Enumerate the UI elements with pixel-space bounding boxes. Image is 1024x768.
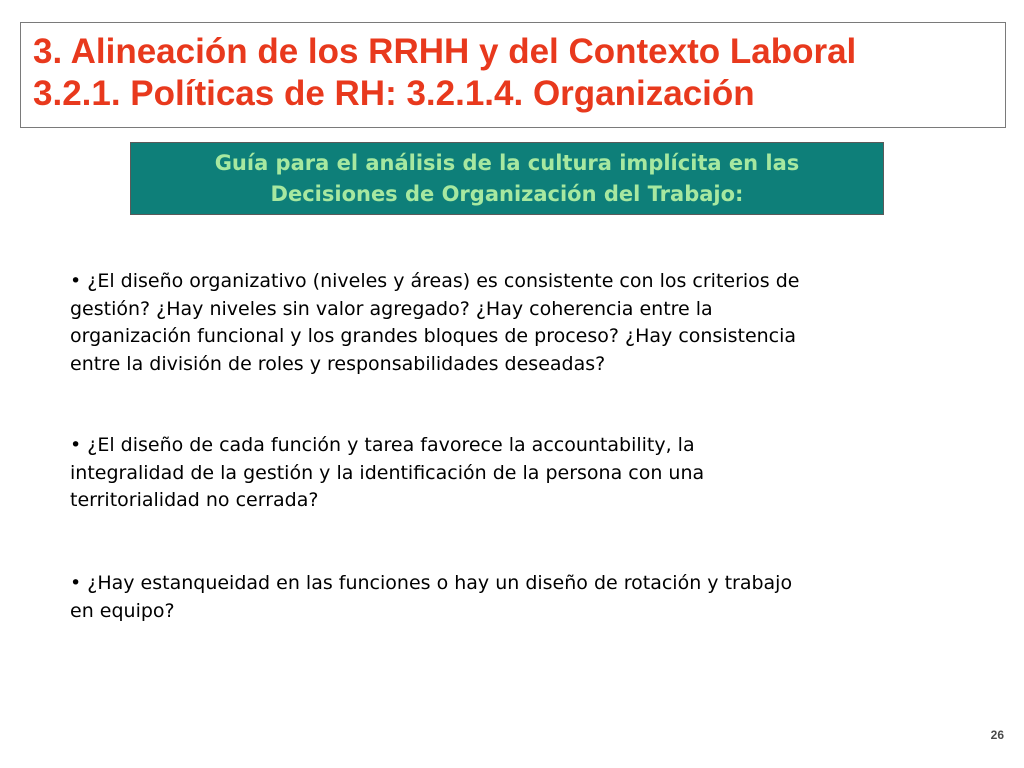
subtitle-line-1: Guía para el análisis de la cultura implícita en las: [214, 150, 800, 175]
subtitle-banner: [130, 142, 884, 215]
bullet-line: organización funcional y los grandes bloques de proceso? ¿Hay consistencia: [70, 325, 797, 347]
bullet-line: en equipo?: [70, 599, 175, 622]
bullet-line: gestión? ¿Hay niveles sin valor agregado? ¿Hay coherencia entre la: [70, 297, 713, 320]
slide-title-line-1: 3. Alineación de los RRHH y del Contexto Laboral: [33, 32, 857, 71]
bullet-line: entre la división de roles y responsabilidades deseadas?: [70, 352, 606, 375]
slide-title-box: [20, 22, 1006, 128]
bullet-line: • ¿Hay estanqueidad en las funciones o hay un diseño de rotación y trabajo: [70, 572, 793, 594]
bullet-item-2: [70, 432, 704, 515]
bullet-line: • ¿El diseño organizativo (niveles y áreas) es consistente con los criterios de: [70, 270, 800, 292]
subtitle-line-2: Decisiones de Organización del Trabajo:: [270, 181, 744, 206]
bullet-line: territorialidad no cerrada?: [70, 489, 319, 511]
page-number: 26: [990, 728, 1004, 742]
bullet-item-3: [70, 570, 792, 625]
bullet-line: • ¿El diseño de cada función y tarea favorece la accountability, la: [70, 434, 695, 456]
slide-title-line-2: 3.2.1. Políticas de RH: 3.2.1.4. Organización: [33, 74, 755, 113]
bullet-line: integralidad de la gestión y la identificación de la persona con una: [70, 461, 705, 484]
bullet-item-1: [70, 268, 800, 378]
